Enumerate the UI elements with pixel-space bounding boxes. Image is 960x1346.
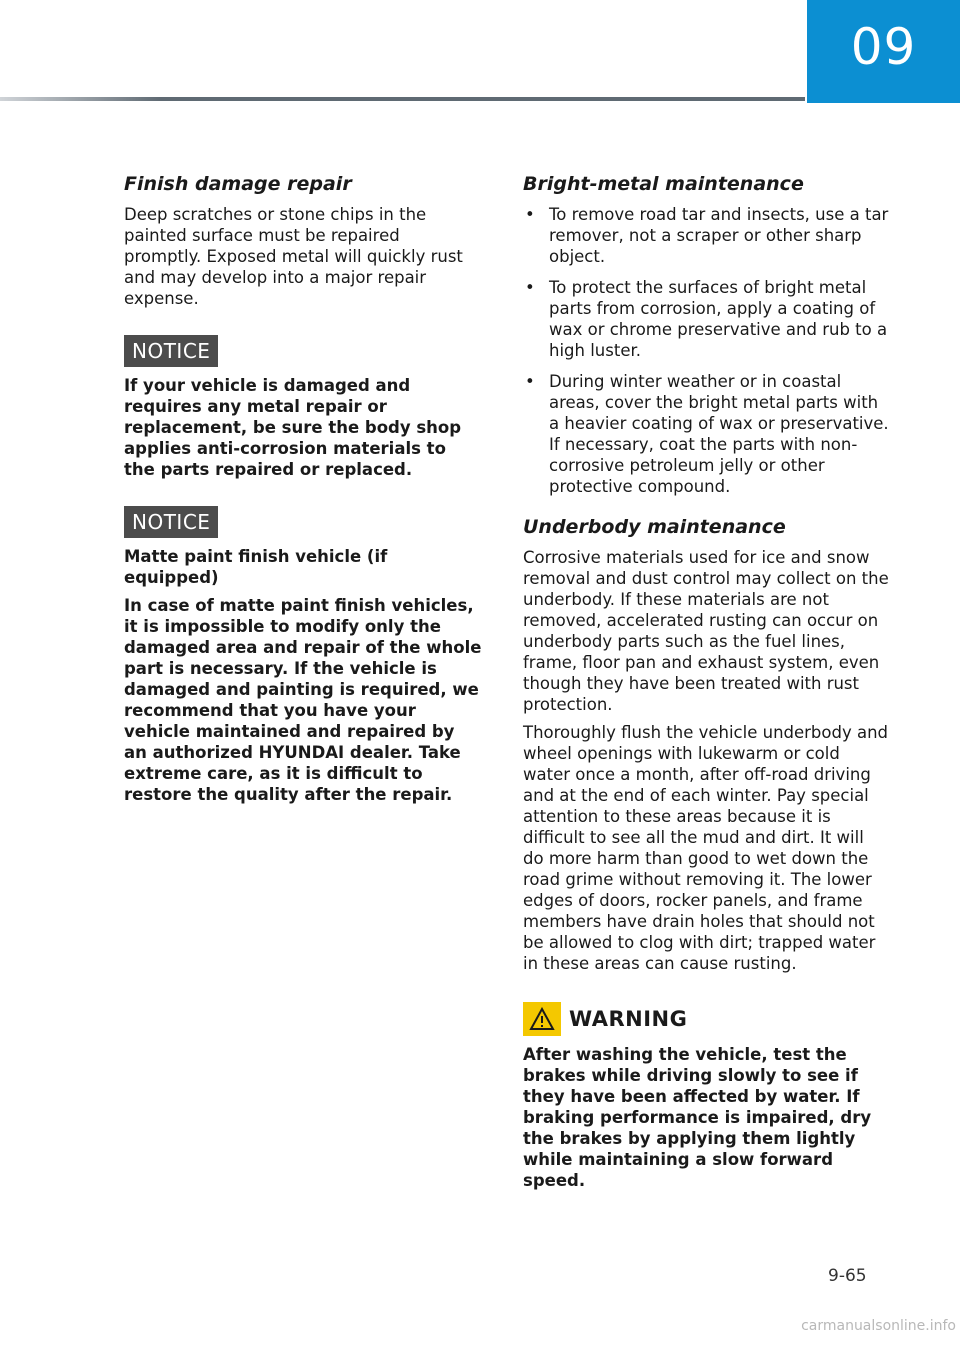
left-column (124, 170, 482, 805)
page-number: 9-65 (828, 1266, 867, 1286)
notice-badge-2: NOTICE (124, 506, 218, 538)
bullet-icon: • (525, 205, 535, 224)
list-item (523, 204, 889, 267)
chapter-number: 09 (850, 17, 917, 76)
warning-header (523, 1002, 889, 1036)
list-item-text: To protect the surfaces of bright metal parts from corrosion, apply a coating of wax or chrome preservative and rub to a high luster. (549, 278, 888, 360)
bright-metal-heading: Bright-metal maintenance (523, 173, 804, 195)
underbody-heading: Underbody maintenance (523, 516, 786, 538)
bullet-icon: • (525, 372, 535, 391)
bullet-icon: • (525, 278, 535, 297)
finish-damage-heading: Finish damage repair (124, 173, 352, 195)
list-item (523, 277, 889, 361)
warning-triangle-icon (523, 1002, 561, 1036)
notice-badge-1: NOTICE (124, 335, 218, 367)
warning-label: WARNING (569, 1007, 688, 1031)
list-item-text: To remove road tar and insects, use a tar remover, not a scraper or other sharp object. (549, 205, 889, 266)
underbody-text-1: Corrosive materials used for ice and snow removal and dust control may collect on the underbody. If these materials are not removed, accelerated rusting can occur on underbody parts such as the fuel lines, frame, floor pan and exhaust system, even though they have been treated with rust protection. (523, 548, 889, 714)
right-column (523, 170, 889, 1191)
watermark: carmanualsonline.info (801, 1318, 956, 1334)
list-item (523, 371, 889, 497)
underbody-text-2: Thoroughly flush the vehicle underbody and wheel openings with lukewarm or cold water once a month, after off-road driving and at the end of each winter. Pay special attention to these areas because it is difficult to see all the mud and dirt. It will do more harm than good to wet down the road grime without removing it. The lower edges of doors, rocker panels, and frame members have drain holes that should not be allowed to clog with dirt; trapped water in these areas can cause rusting. (523, 723, 889, 973)
notice-2-text: In case of matte paint finish vehicles, it is impossible to modify only the damaged area and repair of the whole part is necessary. If the vehicle is damaged and painting is required, we recommend that you have your vehicle maintained and repaired by an authorized HYUNDAI dealer. Take extreme care, as it is difficult to restore the quality after the repair. (124, 596, 482, 804)
chapter-tab (807, 0, 960, 103)
header-divider (0, 97, 805, 101)
bright-metal-list (523, 204, 889, 497)
finish-damage-text: Deep scratches or stone chips in the painted surface must be repaired promptly. Exposed metal will quickly rust and may develop into a major repair expense. (124, 205, 463, 308)
notice-1-text: If your vehicle is damaged and requires any metal repair or replacement, be sure the body shop applies anti-corrosion materials to the parts repaired or replaced. (124, 376, 462, 479)
warning-text: After washing the vehicle, test the brakes while driving slowly to see if they have been affected by water. If braking performance is impaired, dry the brakes by applying them lightly while maintaining a slow forward speed. (523, 1045, 872, 1190)
list-item-text: During winter weather or in coastal areas, cover the bright metal parts with a heavier coating of wax or preservative. If necessary, coat the parts with non-corrosive petroleum jelly or other protective compound. (549, 372, 889, 496)
notice-2-subtitle: Matte paint finish vehicle (if equipped) (124, 547, 388, 587)
